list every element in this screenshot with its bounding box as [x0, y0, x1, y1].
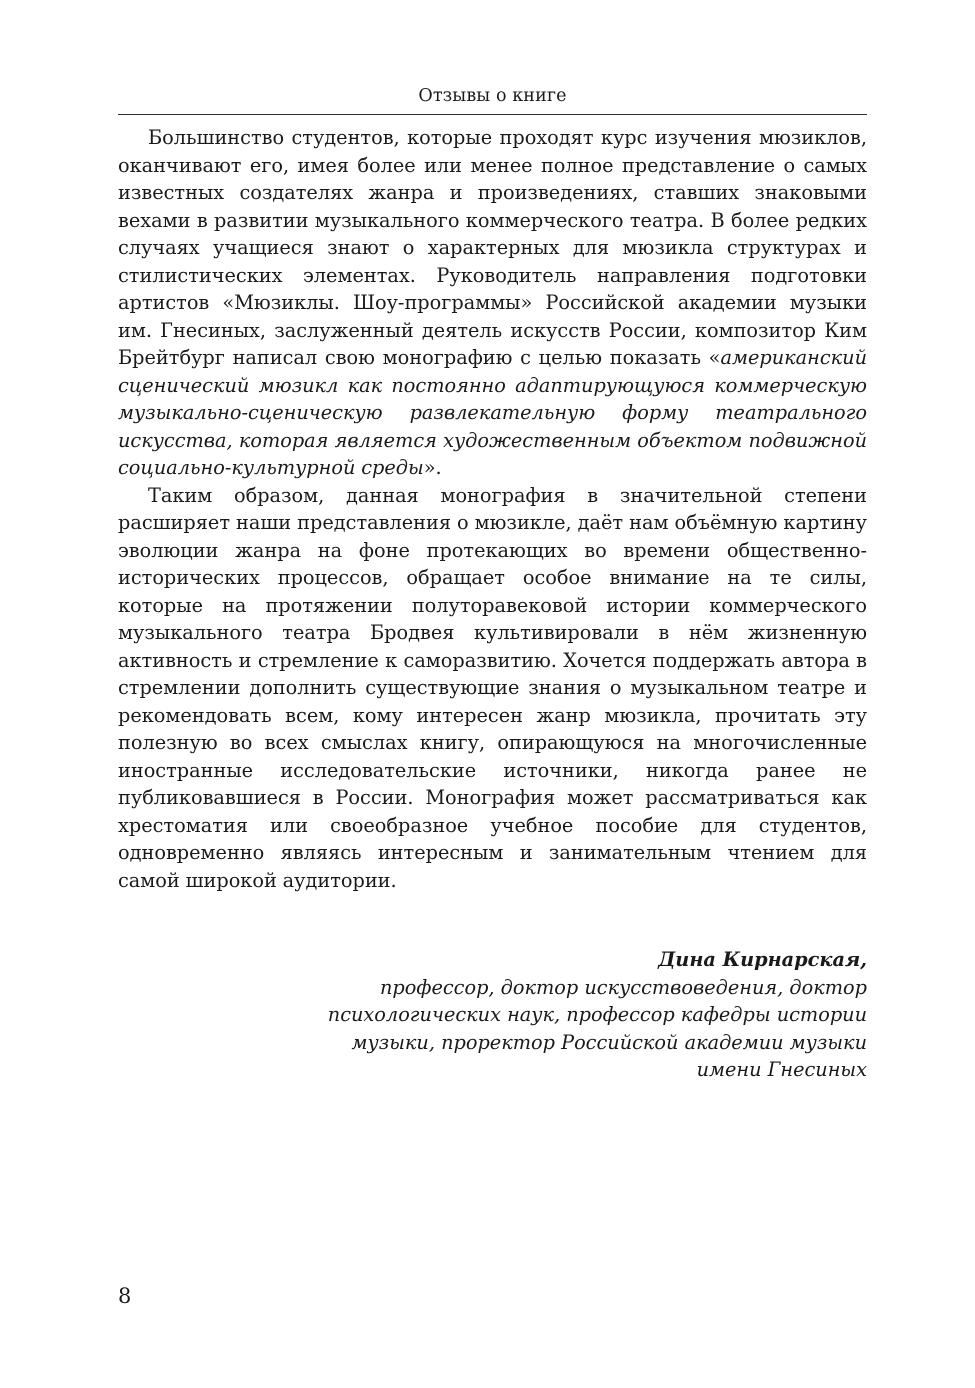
signature-block: [247, 946, 867, 1084]
body-text: [118, 124, 867, 894]
signature-title-line: имени Гнесиных: [696, 1058, 867, 1081]
paragraph-1-end: ».: [423, 456, 442, 479]
paragraph-1: [118, 124, 867, 482]
running-head-title: Отзывы о книге: [418, 86, 567, 106]
signature-title-line: профессор, доктор искусствоведения, доктор: [380, 975, 867, 999]
header-divider: [118, 114, 867, 115]
paragraph-1-start: Большинство студентов, которые проходят курс изучения мюзиклов, оканчивают его, имея более или менее полное представление о самых известных создателях жанра и произведениях, ставших знаковыми вехами в развитии музыкального коммерческого театра. В более редких случаях учащиеся знают о характерных для мюзикла структурах и стилистических элементах. Руководитель направления подготовки артистов «Мюзиклы. Шоу-программы» Российской академии музыки им. Гнесиных, заслуженный деятель искусств России, композитор Ким Брейтбург написал свою монографию с целью показать «: [118, 126, 867, 369]
signature-title-line: музыки, проректор Российской академии музыки: [351, 1030, 867, 1054]
page-number: 8: [118, 1284, 132, 1308]
paragraph-2: Таким образом, данная монография в значительной степени расширяет наши представления о мюзикле, даёт нам объёмную картину эволюции жанра на фоне протекающих во времени общественно-исторических процессов, обращает особое внимание на те силы, которые на протяжении полуторавековой истории коммерческого музыкального театра Бродвея культивировали в нём жизненную активность и стремление к саморазвитию. Хочется поддержать автора в стремлении дополнить существующие знания о музыкальном театре и рекомендовать всем, кому интересен жанр мюзикла, прочитать эту полезную во всех смыслах книгу, опирающуюся на многочисленные иностранные исследовательские источники, никогда ранее не публиковавшиеся в России. Монография может рассматриваться как хрестоматия или своеобразное учебное пособие для студентов, одновременно являясь интересным и занимательным чтением для самой широкой аудитории.: [118, 483, 867, 892]
paragraph-1-quote: американский сценический мюзикл как постоянно адаптирующуюся коммерческую музыкально-сценическую развлекательную форму театрального искусства, которая является художественным объектом подвижной социально-культурной среды: [118, 346, 867, 479]
signature-title-line: психологических наук, профессор кафедры истории: [327, 1003, 867, 1026]
signature-name: Дина Кирнарская,: [658, 948, 867, 971]
